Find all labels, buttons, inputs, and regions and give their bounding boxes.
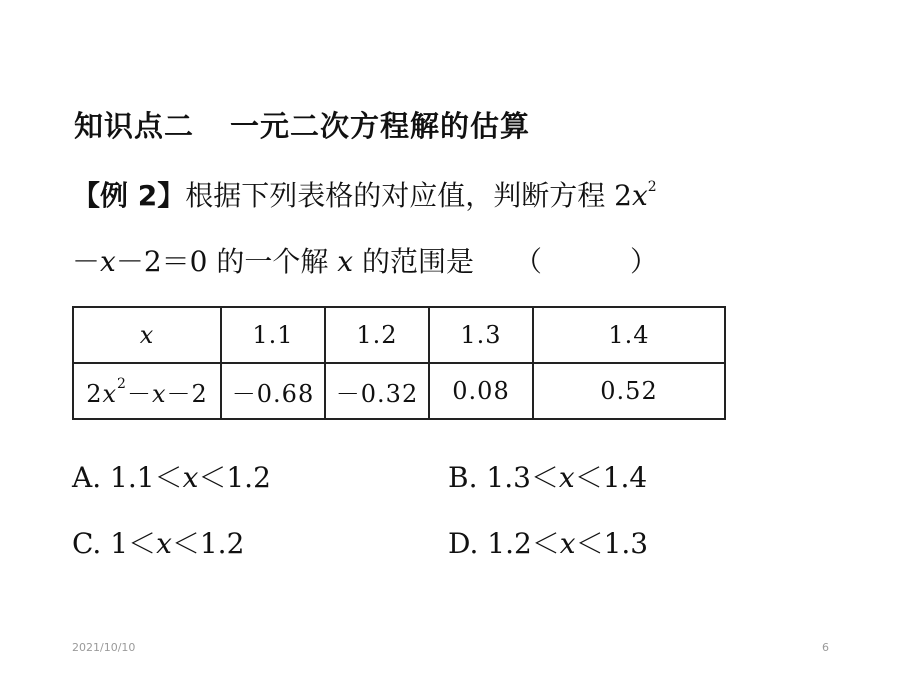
problem-text-2-pre: － (72, 245, 101, 278)
table-row (73, 363, 725, 419)
example-tag: 【例 2】 (72, 179, 186, 212)
table-cell: $2x^2-x-2$ (73, 363, 221, 419)
table-cell: 1.2 (325, 307, 429, 363)
section-heading (74, 104, 530, 145)
table-cell: －0.32 (325, 363, 429, 419)
table-cell: x (73, 307, 221, 363)
problem-line-1 (72, 174, 657, 214)
page-number: 6 (822, 641, 829, 654)
option-c[interactable]: C. 1＜x＜1.2 (72, 527, 245, 560)
option-a[interactable]: A. 1.1＜x＜1.2 (72, 461, 271, 494)
value-table (72, 306, 726, 420)
option-b[interactable]: B. 1.3＜x＜1.4 (448, 461, 648, 494)
solution-variable: x (337, 245, 354, 278)
equation-variable-2: x (100, 245, 116, 278)
table-cell: 1.4 (533, 307, 725, 363)
heading-title: 一元二次方程解的估算 (230, 109, 531, 143)
table-row (73, 307, 725, 363)
table-cell: 1.1 (221, 307, 325, 363)
option-d[interactable]: D. 1.2＜x＜1.3 (448, 527, 649, 560)
table-cell: －0.68 (221, 363, 325, 419)
table-cell: 0.52 (533, 363, 725, 419)
problem-text-2-mid: －2＝0 的一个解 (115, 245, 338, 278)
table-cell: 1.3 (429, 307, 533, 363)
problem-text-2-post: 的范围是 (353, 245, 474, 278)
heading-label: 知识点二 (74, 109, 195, 143)
answer-blank: （ ） (513, 245, 658, 278)
footer-date: 2021/10/10 (72, 641, 136, 654)
table-cell: 0.08 (429, 363, 533, 419)
equation-exponent: 2 (647, 179, 657, 195)
problem-text-1: 根据下列表格的对应值，判断方程 2 (185, 179, 632, 212)
problem-line-2 (72, 240, 658, 280)
equation-variable: x (631, 179, 648, 212)
